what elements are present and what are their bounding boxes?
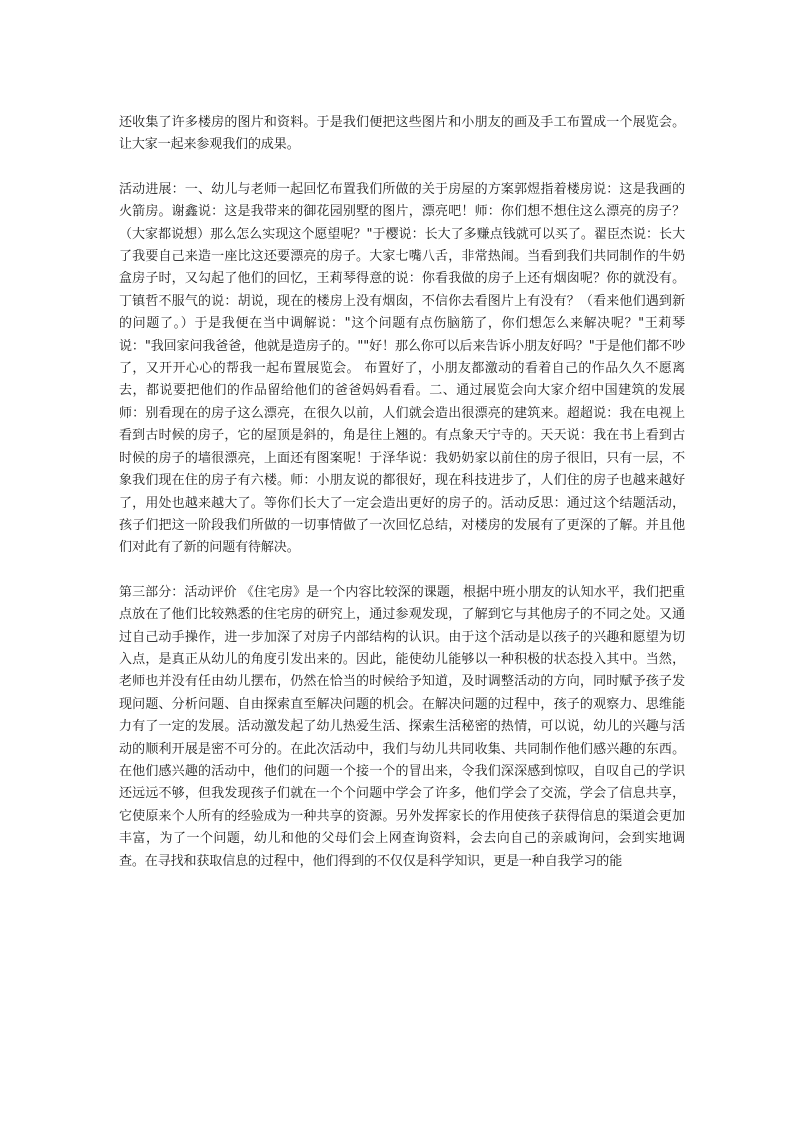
intro-paragraph: 还收集了许多楼房的图片和资料。于是我们便把这些图片和小朋友的画及手工布置成一个展览会。让大家一起来参观我们的成果。 xyxy=(119,115,685,153)
document-page xyxy=(119,112,685,873)
paragraph-gap xyxy=(119,560,685,582)
paragraph-gap xyxy=(119,157,685,179)
activity-evaluation-paragraph: 第三部分：活动评价 《住宅房》是一个内容比较深的课题，根据中班小朋友的认知水平，我们把重点放在了他们比较熟悉的住宅房的研究上，通过参观发现，了解到它与其他房子的不同之处。又通过自己动手操作，进一步加深了对房子内部结构的认识。由于这个活动是以孩子的兴趣和愿望为切入点，是真正从幼儿的角度引发出来的。因此，能使幼儿能够以一种积极的状态投入其中。当然，老师也并没有任由幼儿摆布，仍然在恰当的时候给予知道，及时调整活动的方向，同时赋予孩子发现问题、分析问题、自由探索直至解决问题的机会。在解决问题的过程中，孩子的观察力、思维能力有了一定的发展。活动激发起了幼儿热爱生活、探索生活秘密的热情，可以说，幼儿的兴趣与活动的顺利开展是密不可分的。在此次活动中，我们与幼儿共同收集、共同制作他们感兴趣的东西。在他们感兴趣的活动中，他们的问题一个接一个的冒出来，令我们深深感到惊叹，自叹自己的学识还远远不够，但我发现孩子们就在一个个问题中学会了许多，他们学会了交流，学会了信息共享，它使原来个人所有的经验成为一种共享的资源。另外发挥家长的作用使孩子获得信息的渠道会更加丰富，为了一个问题，幼儿和他的父母们会上网查询资料，会去向自己的亲戚询问，会到实地调查。在寻找和获取信息的过程中，他们得到的不仅仅是科学知识，更是一种自我学习的能 xyxy=(119,584,685,869)
activity-progress-paragraph: 活动进展：一、幼儿与老师一起回忆布置我们所做的关于房屋的方案郭煜指着楼房说：这是我画的火箭房。谢鑫说：这是我带来的御花园别墅的图片，漂亮吧！师：你们想不想住这么漂亮的房子？（大家都说想）那么怎么实现这个愿望呢？"于樱说：长大了多赚点钱就可以买了。翟臣杰说：长大了我要自己来造一座比这还要漂亮的房子。大家七嘴八舌，非常热闹。当看到我们共同制作的牛奶盒房子时，又勾起了他们的回忆，王莉琴得意的说：你看我做的房子上还有烟囱呢？你的就没有。丁镇哲不服气的说：胡说，现在的楼房上没有烟囱，不信你去看图片上有没有？（看来他们遇到新的问题了。）于是我便在当中调解说："这个问题有点伤脑筋了，你们想怎么来解决呢？"王莉琴说："我回家问我爸爸，他就是造房子的。""好！那么你可以后来告诉小朋友好吗？"于是他们都不吵了，又开开心心的帮我一起布置展览会。 布置好了，小朋友都激动的看着自己的作品久久不愿离去，都说要把他们的作品留给他们的爸爸妈妈看看。二、通过展览会向大家介绍中国建筑的发展师：别看现在的房子这么漂亮，在很久以前，人们就会造出很漂亮的建筑来。超超说：我在电视上看到古时候的房子，它的屋顶是斜的，角是往上翘的。有点象天宁寺的。天天说：我在书上看到古时候的房子的墙很漂亮，上面还有图案呢！于泽华说：我奶奶家以前住的房子很旧，只有一层，不象我们现在住的房子有六楼。师：小朋友说的都很好，现在科技进步了，人们住的房子也越来越好了，用处也越来越大了。等你们长大了一定会造出更好的房子的。活动反思：通过这个结题活动，孩子们把这一阶段我们所做的一切事情做了一次回忆总结，对楼房的发展有了更深的了解。并且他们对此有了新的问题有待解决。 xyxy=(119,181,685,556)
